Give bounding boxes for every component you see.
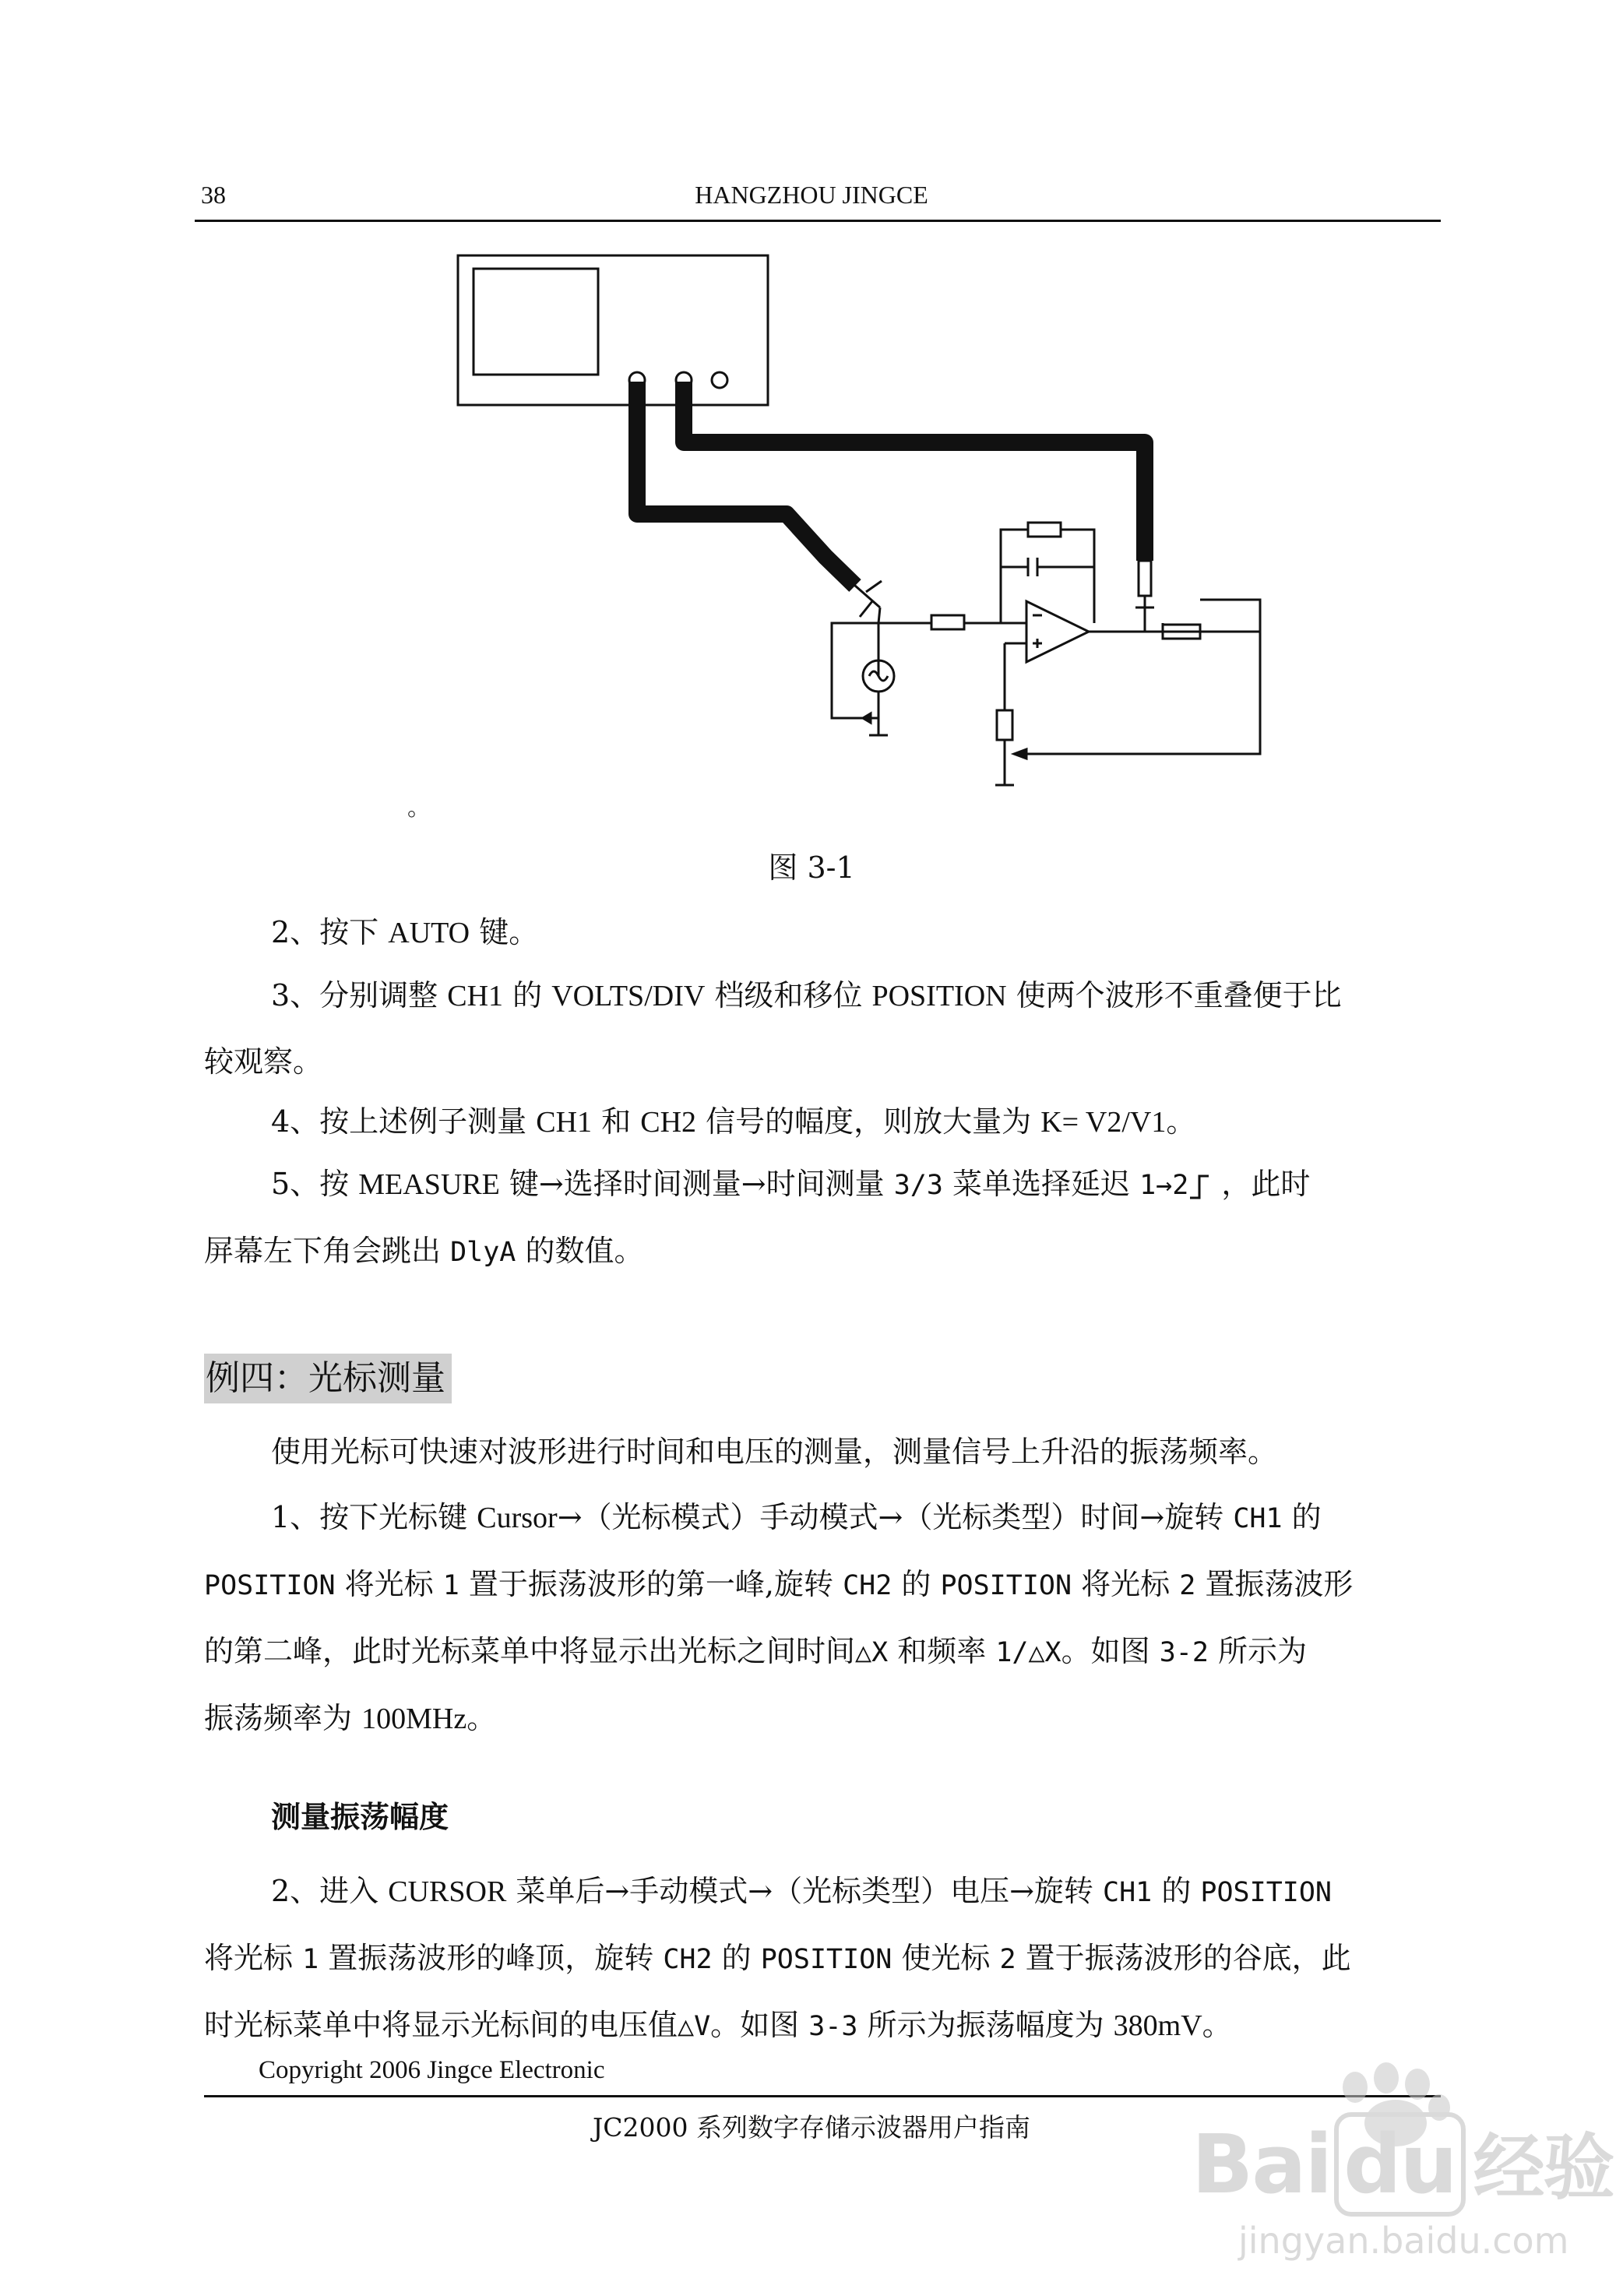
- baidu-watermark: [1153, 2056, 1614, 2290]
- source-ground: [863, 692, 888, 735]
- copyright: Copyright 2006 Jingce Electronic: [259, 2056, 605, 2084]
- watermark-brand-du: du: [1334, 2112, 1465, 2217]
- ext-connector: [712, 372, 727, 388]
- op-amp: [1026, 601, 1089, 662]
- figure-caption: 图 3-1: [768, 850, 855, 885]
- rising-edge-icon: [1188, 1171, 1212, 1203]
- step-4: 4、按上述例子测量 CH1 和 CH2 信号的幅度，则放大量为 K= V2/V1。: [271, 1104, 1196, 1139]
- oscilloscope-screen: [474, 269, 598, 375]
- section-intro: 使用光标可快速对波形进行时间和电压的测量，测量信号上升沿的振荡频率。: [271, 1435, 1278, 1469]
- cursor-step-1: 1、按下光标键 Cursor→（光标模式）手动模式→（光标类型）时间→旋转 CH1 的 POSITION 将光标 1 置于振荡波形的第一峰,旋转 CH2 的 POSITION 将光标 2 置振荡波形 的第二峰，此时光标菜单中将显示出光标之间时间△X 和频率 1/△X。如图 3-2 所示为 振荡频率为 100MHz。: [204, 1500, 1354, 1735]
- step-3: 3、分别调整 CH1 的 VOLTS/DIV 档级和移位 POSITION 使两个波形不重叠便于比 较观察。: [204, 978, 1342, 1079]
- cursor-step-2: 2、进入 CURSOR 菜单后→手动模式→（光标类型）电压→旋转 CH1 的 POSITION 将光标 1 置振荡波形的峰顶，旋转 CH2 的 POSITION 使光标 2 置于振荡波形的谷底，此 时光标菜单中将显示光标间的电压值△V。如图 3-3 所示为振荡幅度为 380mV。: [204, 1874, 1351, 2042]
- subheading-amplitude: 测量振荡幅度: [271, 1799, 449, 1834]
- footer-title: JC2000 系列数字存储示波器用户指南: [593, 2112, 1030, 2143]
- header-rule: [195, 220, 1441, 222]
- feedback-wiring: [1001, 530, 1094, 623]
- stray-period: 。: [407, 794, 431, 822]
- feedback-resistor: [1028, 523, 1061, 537]
- input-resistor: [931, 615, 964, 629]
- section-title: 例四：光标测量: [204, 1354, 452, 1403]
- feedback-capacitor: [1028, 558, 1047, 576]
- circuit-diagram: [436, 245, 1308, 806]
- ch1-probe-cable: [637, 382, 855, 586]
- oscilloscope-body: [458, 255, 768, 405]
- watermark-brand: Bai: [1192, 2117, 1332, 2212]
- step-2: 2、按下 AUTO 键。: [271, 915, 539, 949]
- watermark-url: jingyan.baidu.com: [1238, 2220, 1569, 2262]
- bias-wiring: [995, 600, 1260, 785]
- bias-potentiometer: [997, 710, 1012, 740]
- watermark-cn: 经验: [1473, 2126, 1614, 2210]
- step-5: 5、按 MEASURE 键→选择时间测量→时间测量 3/3 菜单选择延迟 1→2 ，此时 屏幕左下角会跳出 DlyA 的数值。: [204, 1167, 1311, 1268]
- ch2-probe-cable: [684, 382, 1145, 561]
- running-title: HANGZHOU JINGCE: [695, 181, 928, 209]
- source-wiring: [832, 623, 931, 718]
- page-number: 38: [201, 181, 226, 209]
